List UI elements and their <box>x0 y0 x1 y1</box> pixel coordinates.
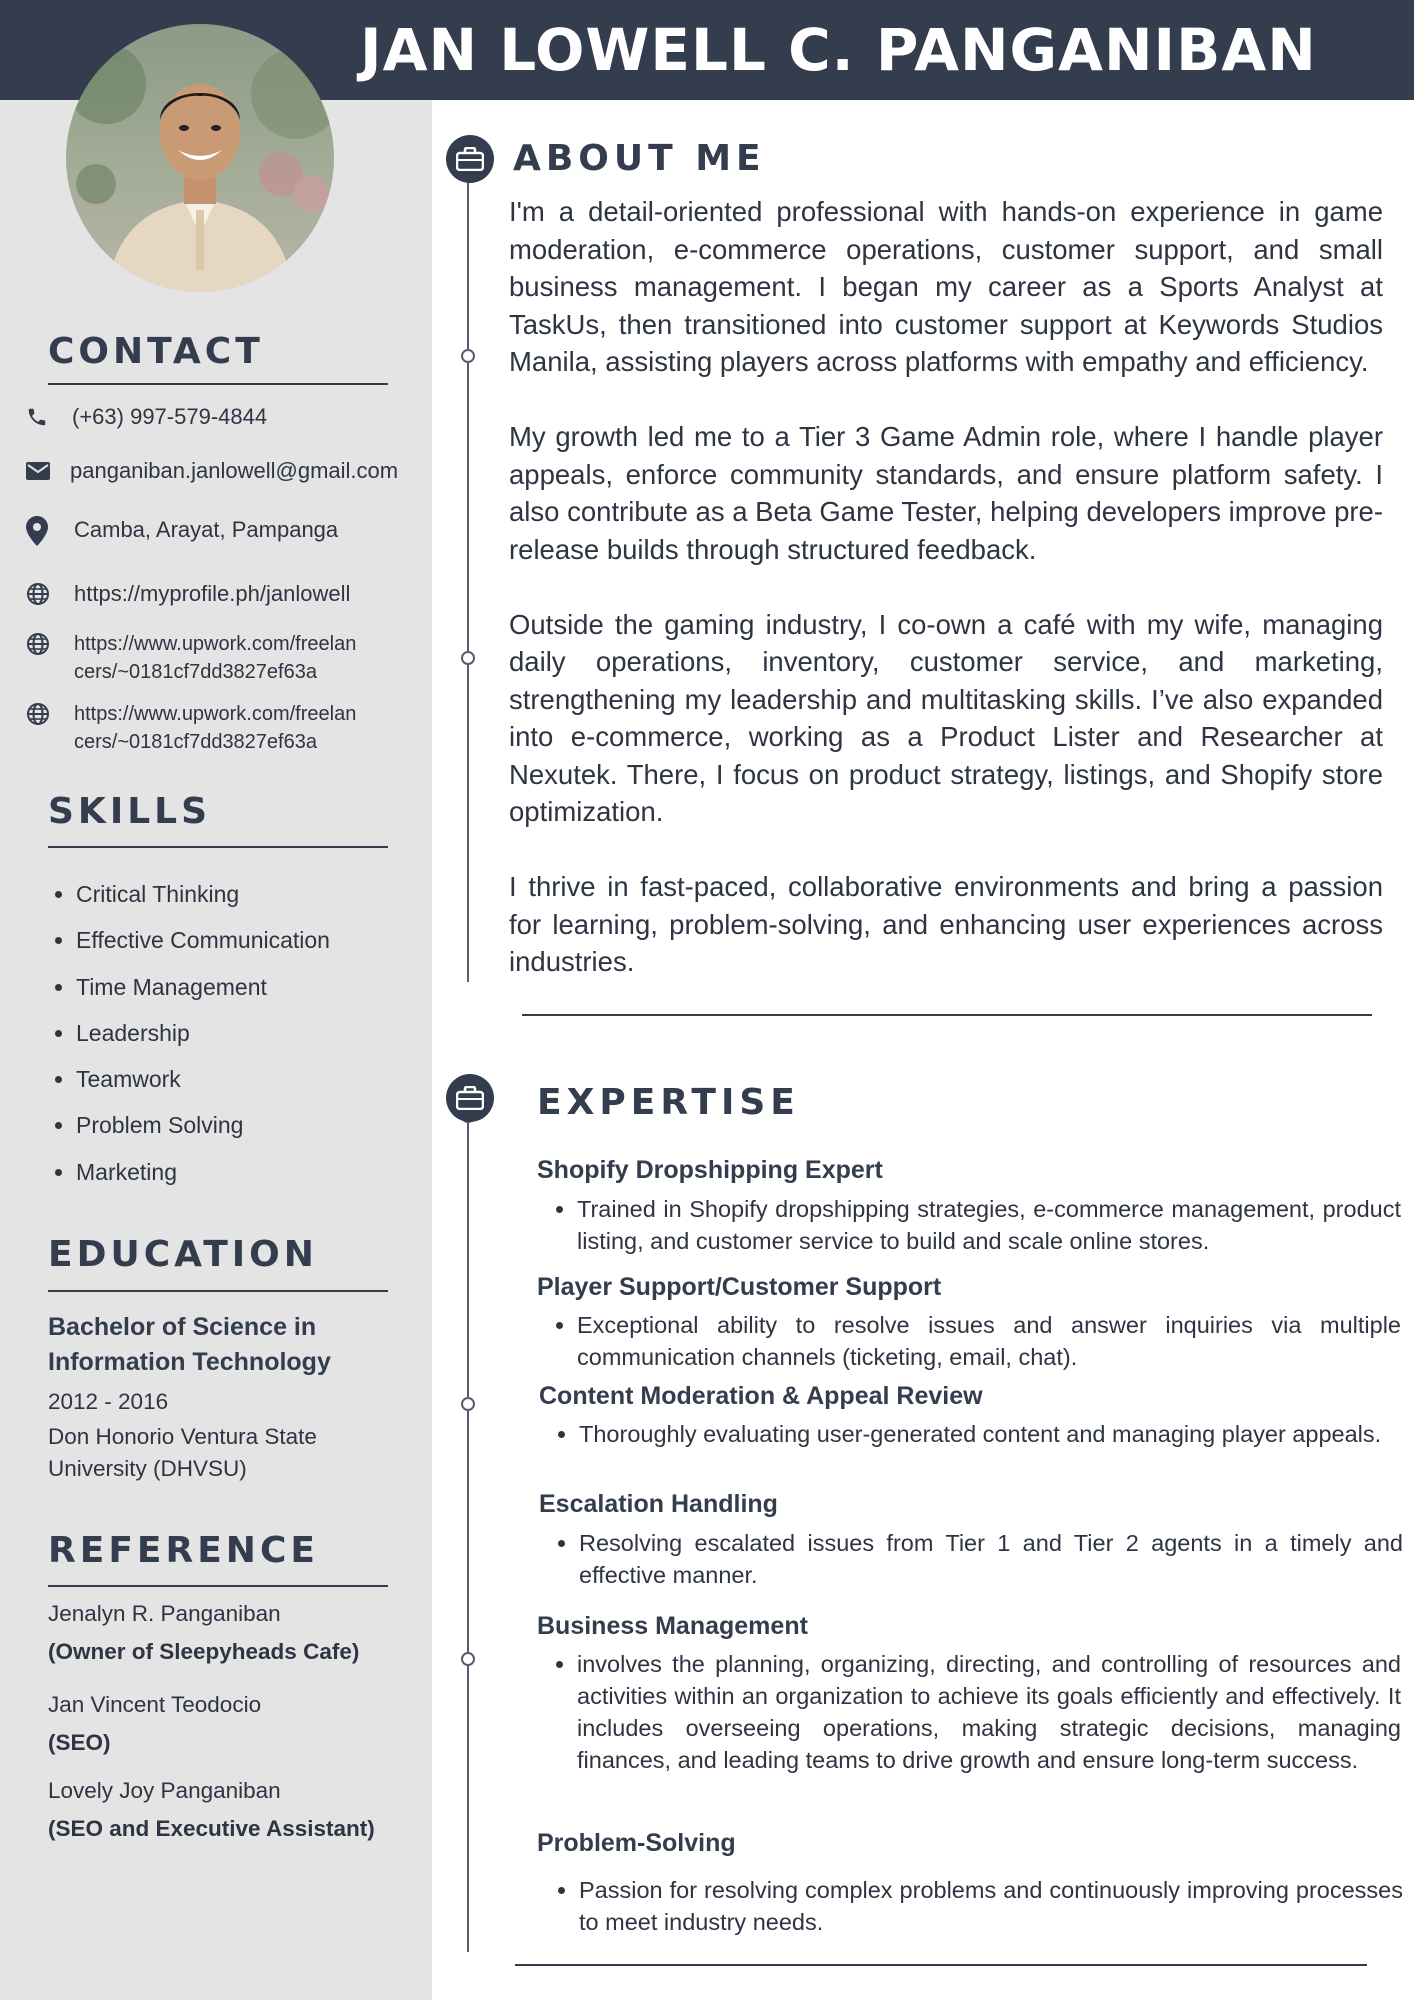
profile-link-text[interactable]: https://myprofile.ph/janlowell <box>74 581 351 606</box>
timeline-dot <box>461 1397 475 1411</box>
reference-heading: REFERENCE <box>48 1530 319 1571</box>
reference-role: (SEO) <box>48 1730 111 1755</box>
expertise-title: Escalation Handling <box>539 1490 778 1518</box>
expertise-title: Business Management <box>537 1612 808 1640</box>
contact-email <box>26 457 426 485</box>
contact-divider <box>48 383 388 385</box>
reference-name: Jan Vincent Teodocio <box>48 1692 262 1717</box>
about-divider <box>522 1014 1372 1016</box>
expertise-title: Problem-Solving <box>537 1829 736 1857</box>
address-text: Camba, Arayat, Pampanga <box>74 517 339 542</box>
timeline-dot <box>461 1652 475 1666</box>
about-timeline <box>467 160 469 982</box>
expertise-divider <box>515 1964 1367 1966</box>
contact-address <box>26 516 426 546</box>
contact-link-2[interactable] <box>26 630 426 686</box>
skill-item: • Effective Communication <box>76 920 330 966</box>
about-paragraph: I'm a detail-oriented professional with hands-on experience in game moderation, e-commerce operations, customer support, and small business management. I began my career as a Sports Analyst at TaskUs, then transitioned into customer support at Keywords Studios Manila, assisting players across platforms with empathy and efficiency. <box>509 196 1383 377</box>
about-heading: ABOUT ME <box>513 138 766 179</box>
about-paragraph: My growth led me to a Tier 3 Game Admin role, where I handle player appeals, enforce community standards, and ensure platform safety. I also contribute as a Beta Game Tester, helping developers improve pre-release builds through structured feedback. <box>509 421 1383 565</box>
expertise-title: Player Support/Customer Support <box>537 1273 942 1301</box>
upwork-link-text[interactable]: https://www.upwork.com/freelan cers/~0181cf7dd3827ef63a <box>74 633 357 683</box>
briefcase-icon <box>446 135 494 183</box>
profile-photo <box>66 24 334 292</box>
expertise-timeline <box>467 1100 469 1952</box>
timeline-dot <box>461 651 475 665</box>
expertise-bullet: • Exceptional ability to resolve issues and answer inquiries via multiple communication channels (ticketing, email, chat). <box>577 1309 1401 1373</box>
expertise-desc <box>537 1193 1401 1257</box>
expertise-title: Shopify Dropshipping Expert <box>537 1156 883 1184</box>
globe-icon <box>26 700 58 728</box>
expertise-desc <box>537 1648 1401 1776</box>
skill-item: • Teamwork <box>76 1059 330 1105</box>
skills-list <box>48 874 330 1198</box>
timeline-dot <box>461 349 475 363</box>
about-paragraph: I thrive in fast-paced, collaborative environments and bring a passion for learning, problem-solving, and enhancing user experiences across industries. <box>509 871 1383 977</box>
skill-item: • Marketing <box>76 1152 330 1198</box>
about-paragraph: Outside the gaming industry, I co-own a café with my wife, managing daily operations, inventory, customer service, and marketing, strengthening my leadership and multitasking skills. I’ve also expanded into e-commerce, working as a Product Lister and Researcher at Nexutek. There, I focus on product strategy, listings, and Shopify store optimization. <box>509 608 1383 827</box>
mail-icon <box>26 457 58 485</box>
contact-link-1[interactable] <box>26 580 426 608</box>
reference-role: (SEO and Executive Assistant) <box>48 1816 375 1841</box>
upwork-link-text[interactable]: https://www.upwork.com/freelan cers/~0181cf7dd3827ef63a <box>74 703 357 753</box>
skill-item: • Critical Thinking <box>76 874 330 920</box>
expertise-bullet: • Thoroughly evaluating user-generated content and managing player appeals. <box>579 1418 1403 1450</box>
reference-name: Lovely Joy Panganiban <box>48 1778 281 1803</box>
education-heading: EDUCATION <box>48 1234 318 1275</box>
education-divider <box>48 1290 388 1292</box>
phone-icon <box>26 403 58 431</box>
education-years: 2012 - 2016 <box>48 1389 169 1414</box>
about-text <box>509 193 1383 1018</box>
location-pin-icon <box>26 516 58 546</box>
candidate-name: JAN LOWELL C. PANGANIBAN <box>360 16 1317 84</box>
skills-divider <box>48 846 388 848</box>
profile-photo-illustration <box>66 24 334 292</box>
expertise-desc <box>537 1309 1401 1373</box>
skill-item: • Problem Solving <box>76 1105 330 1151</box>
expertise-desc <box>539 1418 1403 1450</box>
globe-icon <box>26 580 58 608</box>
skills-heading: SKILLS <box>48 791 212 832</box>
degree-name: Bachelor of Science in Information Technology <box>48 1313 331 1376</box>
contact-heading: CONTACT <box>48 331 264 372</box>
reference-role: (Owner of Sleepyheads Cafe) <box>48 1639 360 1664</box>
phone-number: (+63) 997-579-4844 <box>72 404 268 429</box>
briefcase-icon <box>446 1074 494 1122</box>
expertise-bullet: • Trained in Shopify dropshipping strategies, e-commerce management, product listing, and customer service to build and scale online stores. <box>577 1193 1401 1257</box>
expertise-title: Content Moderation & Appeal Review <box>539 1382 983 1410</box>
expertise-bullet: • Passion for resolving complex problems and continuously improving processes to meet industry needs. <box>579 1874 1403 1938</box>
expertise-desc <box>539 1874 1403 1938</box>
contact-link-3[interactable] <box>26 700 426 756</box>
skill-item: • Leadership <box>76 1013 330 1059</box>
globe-icon <box>26 630 58 658</box>
reference-divider <box>48 1585 388 1587</box>
skill-item: • Time Management <box>76 967 330 1013</box>
expertise-desc <box>539 1527 1403 1591</box>
contact-phone <box>26 403 426 431</box>
reference-name: Jenalyn R. Panganiban <box>48 1601 281 1626</box>
expertise-heading: EXPERTISE <box>537 1082 800 1123</box>
school-name: Don Honorio Ventura State University (DHVSU) <box>48 1424 317 1481</box>
expertise-bullet: • Resolving escalated issues from Tier 1 and Tier 2 agents in a timely and effective manner. <box>579 1527 1403 1591</box>
expertise-bullet: • involves the planning, organizing, directing, and controlling of resources and activities within an organization to achieve its goals efficiently and effectively. It includes overseeing operations, making strategic decisions, managing finances, and leading teams to drive growth and ensure long-term success. <box>577 1648 1401 1776</box>
email-address: panganiban.janlowell@gmail.com <box>70 458 399 483</box>
